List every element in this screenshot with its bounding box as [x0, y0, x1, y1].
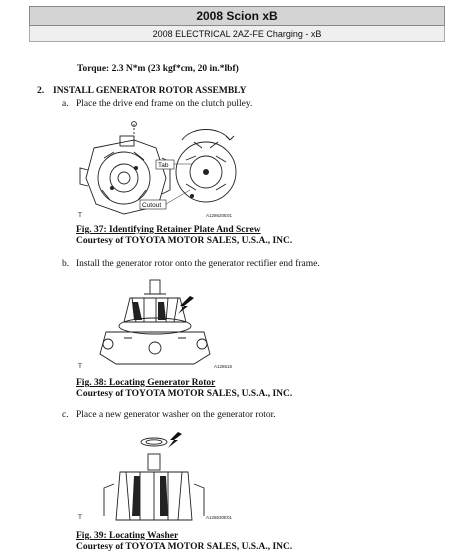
substep-a-marker: a.	[62, 99, 69, 109]
figure-39-title: Fig. 39: Locating Washer	[76, 531, 179, 541]
figure-38-credit: Courtesy of TOYOTA MOTOR SALES, U.S.A., INC.	[76, 389, 293, 399]
fig37-tab-label: Tab	[158, 162, 169, 169]
torque-spec: Torque: 2.3 N*m (23 kgf*cm, 20 in.*lbf)	[77, 64, 239, 74]
substep-c-marker: c.	[62, 410, 69, 420]
figure-39-credit: Courtesy of TOYOTA MOTOR SALES, U.S.A., INC.	[76, 542, 293, 552]
substep-a-text: Place the drive end frame on the clutch pulley.	[76, 99, 253, 109]
figure-39-caption	[76, 531, 292, 553]
figure-37-illustration	[74, 118, 244, 220]
fig39-code: A128630E01	[206, 515, 233, 520]
fig37-cutout-label: Cutout	[142, 202, 162, 209]
figure-37-credit: Courtesy of TOYOTA MOTOR SALES, U.S.A., INC.	[76, 236, 293, 246]
document-subtitle: 2008 ELECTRICAL 2AZ-FE Charging - xB	[29, 26, 445, 42]
fig38-corner-letter: T	[78, 363, 82, 370]
figure-37-caption	[76, 225, 292, 247]
fig39-corner-letter: T	[78, 514, 82, 521]
step-number: 2.	[37, 86, 45, 96]
fig37-corner-letter: T	[78, 212, 82, 219]
fig38-code: A128615	[214, 364, 233, 369]
figure-37-title: Fig. 37: Identifying Retainer Plate And Screw	[76, 225, 261, 235]
document-title: 2008 Scion xB	[29, 6, 445, 26]
substep-b-text: Install the generator rotor onto the generator rectifier end frame.	[76, 259, 320, 269]
substep-c-text: Place a new generator washer on the generator rotor.	[76, 410, 276, 420]
substep-b-marker: b.	[62, 259, 70, 269]
step-title: INSTALL GENERATOR ROTOR ASSEMBLY	[53, 86, 247, 96]
fig37-code: A128620E01	[206, 213, 233, 218]
figure-39-illustration	[74, 428, 244, 524]
figure-38-illustration	[74, 276, 244, 372]
figure-38-title: Fig. 38: Locating Generator Rotor	[76, 378, 216, 388]
figure-38-caption	[76, 378, 292, 400]
